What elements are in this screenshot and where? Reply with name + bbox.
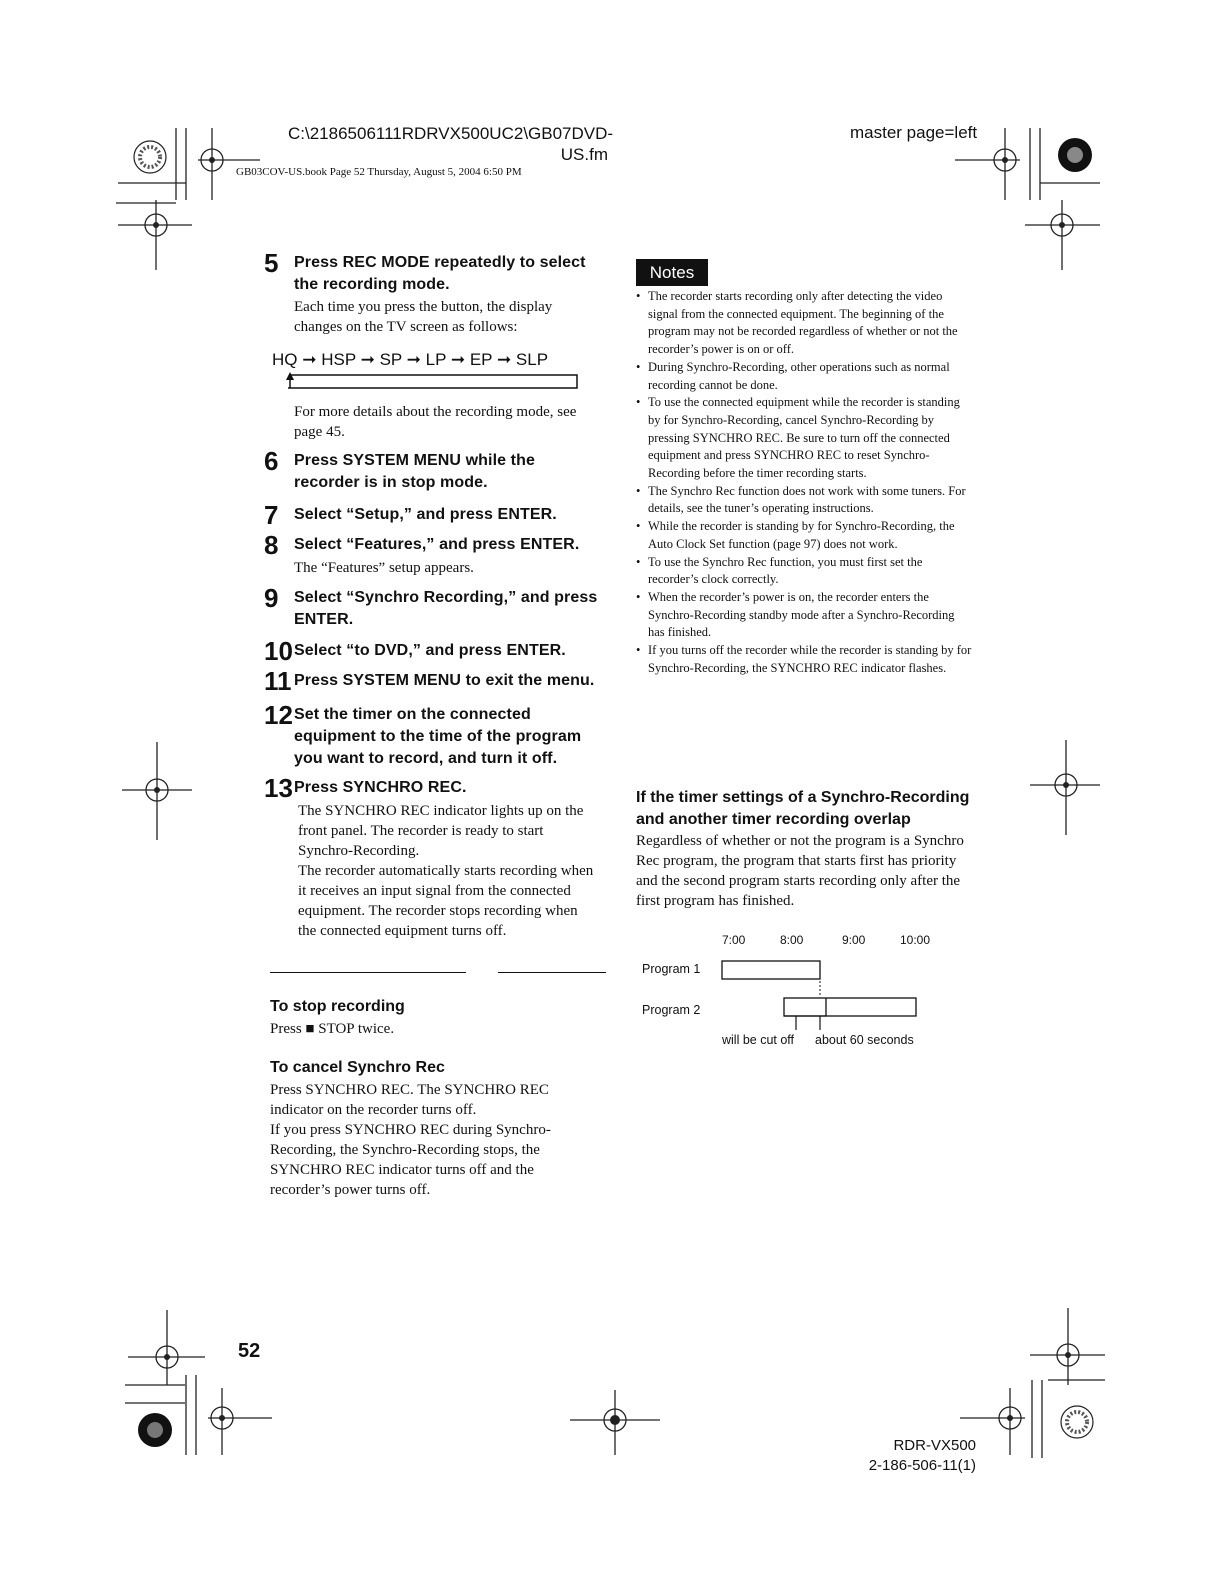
note-item: • When the recorder’s power is on, the recorder enters the Synchro-Recording standby mode after a Synchro-Recording has finished.: [636, 589, 972, 642]
program2-bar: [784, 998, 916, 1016]
time-label: 9:00: [842, 933, 866, 947]
step-heading: Press SYNCHRO REC.: [294, 779, 467, 796]
step-number: 5: [264, 248, 279, 278]
time-label: 10:00: [900, 933, 931, 947]
program2-label: Program 2: [642, 1003, 701, 1017]
step-heading: Press SYSTEM MENU while the recorder is in stop mode.: [294, 452, 535, 491]
file-path: [288, 123, 614, 165]
time-label: 7:00: [722, 933, 746, 947]
cut-off-label: will be cut off: [722, 1033, 795, 1047]
note-item: • While the recorder is standing by for Synchro-Recording, the Auto Clock Set function (page 97) does not work.: [636, 518, 972, 553]
mode-sequence: HQ ➞ HSP ➞ SP ➞ LP ➞ EP ➞ SLP: [272, 350, 602, 398]
stop-recording-text: Press ■ STOP twice.: [270, 1021, 395, 1037]
step-heading: Select “Synchro Recording,” and press ENTER.: [294, 589, 598, 628]
mode-hq: HQ: [272, 350, 298, 369]
file-path-line2: US.fm: [560, 145, 608, 164]
overlap-text: Regardless of whether or not the program is a Synchro Rec program, the program that starts first has priority and the second program starts recording only after the first program has finished.: [636, 833, 964, 909]
cancel-synchro-text2: If you press SYNCHRO REC during Synchro-Recording, the Synchro-Recording stops, the SYNCHRO REC indicator turns off and the recorder’s power turns off.: [270, 1122, 551, 1198]
note-item: • The recorder starts recording only after detecting the video signal from the connected equipment. The beginning of the program may not be recorded regardless of whether or not the recorder’s power is on or off.: [636, 288, 972, 359]
step-body: Each time you press the button, the display changes on the TV screen as follows:: [294, 299, 553, 335]
mode-slp: SLP: [515, 350, 549, 369]
about-label: about 60 seconds: [815, 1033, 914, 1047]
step-heading: Set the timer on the connected equipment to the time of the program you want to record, and turn it off.: [294, 706, 582, 767]
book-info: GB03COV-US.book Page 52 Thursday, August 5, 2004 6:50 PM: [236, 166, 522, 178]
step-number: 13: [264, 773, 293, 803]
time-label: 8:00: [780, 933, 804, 947]
mode-ep: EP: [469, 350, 493, 369]
footer-info: [840, 1436, 976, 1476]
step-heading: Press SYSTEM MENU to exit the menu.: [294, 672, 595, 689]
step-number: 10: [264, 636, 293, 666]
notes-list: [636, 288, 972, 677]
divider-left: [270, 972, 466, 973]
step-body: The “Features” setup appears.: [294, 560, 474, 576]
step-number: 7: [264, 500, 279, 530]
master-page-label: master page=left: [850, 123, 978, 142]
step-number: 8: [264, 530, 279, 560]
page-number: 52: [238, 1340, 261, 1362]
step-number: 12: [264, 700, 293, 730]
step-heading: Press REC MODE repeatedly to select the recording mode.: [294, 254, 586, 293]
step-body: The SYNCHRO REC indicator lights up on the front panel. The recorder is ready to start Synchro-Recording.: [298, 803, 584, 859]
overlap-title: If the timer settings of a Synchro-Recording and another timer recording overlap: [636, 789, 970, 828]
note-item: • The Synchro Rec function does not work with some tuners. For details, see the tuner’s operating instructions.: [636, 483, 972, 518]
mode-loop-arrow: [272, 350, 602, 398]
cancel-synchro-title: To cancel Synchro Rec: [270, 1059, 445, 1076]
program1-bar: [722, 961, 820, 979]
cancel-synchro-text1: Press SYNCHRO REC. The SYNCHRO REC indicator on the recorder turns off.: [270, 1082, 549, 1118]
stop-recording-title: To stop recording: [270, 998, 405, 1015]
mode-note: For more details about the recording mode, see page 45.: [294, 404, 577, 440]
mode-sp: SP: [379, 350, 402, 369]
note-item: • To use the Synchro Rec function, you must first set the recorder’s clock correctly.: [636, 554, 972, 589]
step-body-2: The recorder automatically starts recording when it receives an input signal from the connected equipment. The recorder stops recording when the connected equipment turns off.: [298, 863, 594, 939]
mode-hsp: HSP: [321, 350, 356, 369]
notes-label: Notes: [636, 259, 708, 286]
note-item: • During Synchro-Recording, other operations such as normal recording cannot be done.: [636, 359, 972, 394]
file-path-line1: C:\2186506111RDRVX500UC2\GB07DVD-: [288, 124, 614, 143]
note-item: • If you turns off the recorder while the recorder is standing by for Synchro-Recording, the SYNCHRO REC indicator flashes.: [636, 642, 972, 677]
mode-lp: LP: [425, 350, 447, 369]
note-item: • To use the connected equipment while the recorder is standing by for Synchro-Recording, cancel Synchro-Recording by pressing SYNCHRO REC. Be sure to turn off the connected equipment and press SYNCHRO REC to reset Synchro-Recording before the timer recording starts.: [636, 394, 972, 483]
program1-label: Program 1: [642, 962, 701, 976]
step-heading: Select “Setup,” and press ENTER.: [294, 506, 557, 523]
divider-right: [498, 972, 606, 973]
step-number: 9: [264, 583, 279, 613]
footer-code: 2-186-506-11(1): [868, 1457, 976, 1474]
timing-diagram: [640, 928, 940, 1053]
footer-model: RDR-VX500: [893, 1437, 976, 1454]
step-heading: Select “Features,” and press ENTER.: [294, 536, 580, 553]
step-heading: Select “to DVD,” and press ENTER.: [294, 642, 566, 659]
step-number: 6: [264, 446, 279, 476]
step-number: 11: [264, 666, 292, 696]
